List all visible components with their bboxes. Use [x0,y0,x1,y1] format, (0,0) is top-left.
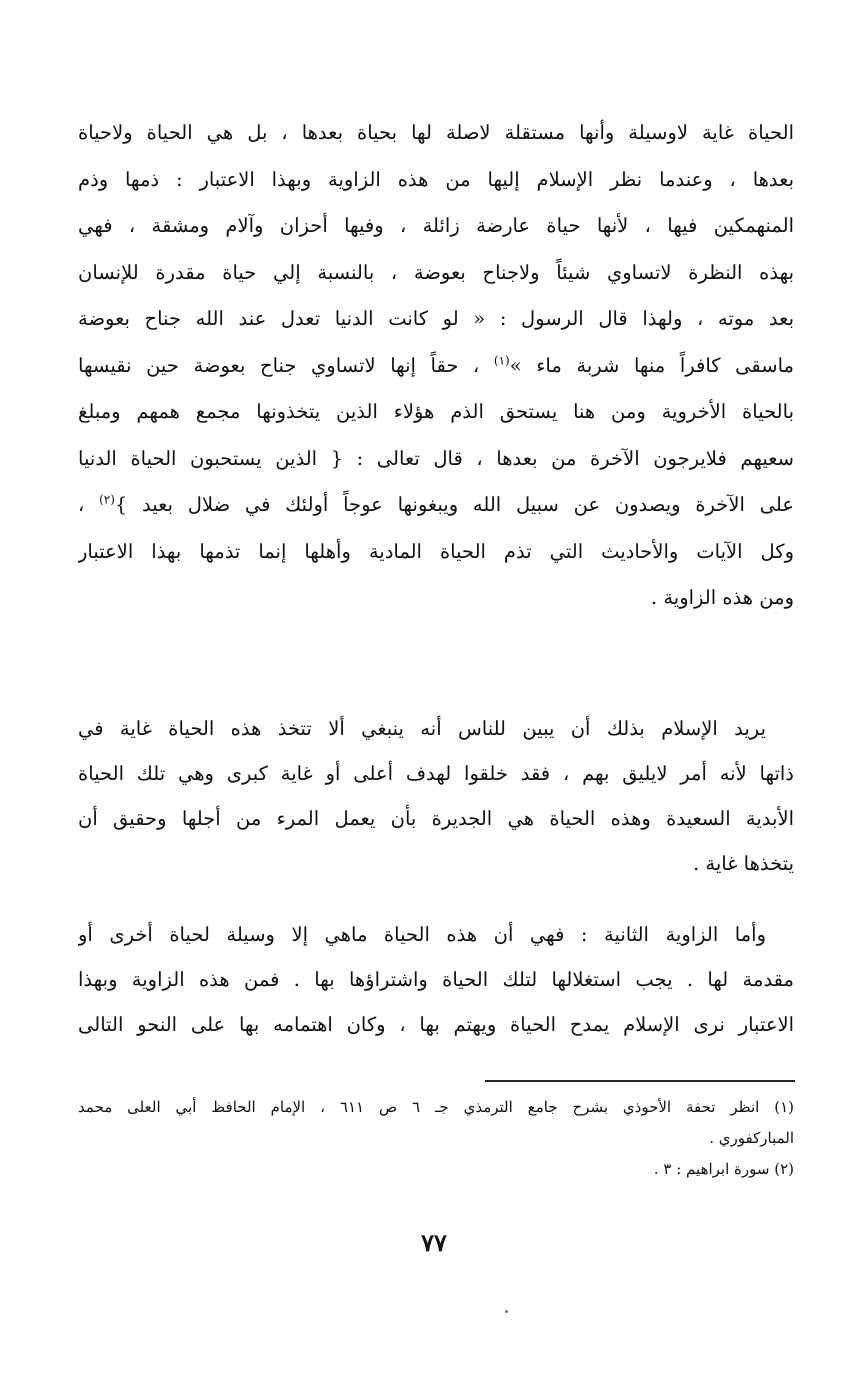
text-segment: ، [78,493,100,516]
footnotes [78,1092,794,1185]
text-segment: على الآخرة ويصدون عن سبيل الله ويبغونها عوجاً أولئك في ضلال بعيد } [114,493,794,516]
text-line: بهذه النظرة لاتساوي شيئاً ولاجناح بعوضة ، بالنسبة إلي حياة مقدرة للإنسان [78,260,794,284]
text-segment: ماسقى كافراً منها شربة ماء » [509,353,794,377]
text-line: يريد الإسلام بذلك أن يبين للناس أنه ينبغي ألا تتخذ هذه الحياة غاية في [78,717,766,740]
text-line: الحياة غاية لاوسيلة وأنها مستقلة لاصلة لها بحياة بعدها ، بل هي الحياة ولاحياة [78,121,794,144]
text-line: الاعتبار نرى الإسلام يمدح الحياة ويهتم بها ، وكان اهتمامه بها على النحو التالى [78,1013,794,1036]
footnote-reference-2: (٢) [99,492,115,507]
text-line: يتخذها غاية . [693,852,794,875]
paragraph-3 [78,912,794,1047]
text-line: ذاتها لأنه أمر لايليق بهم ، فقد خلقوا لهدف أعلى أو غاية كبرى وهي تلك الحياة [78,762,794,785]
text-line: ومن هذه الزاوية . [650,586,794,609]
paragraph-1 [78,110,794,622]
text-line [78,343,794,390]
text-line: بعد موته ، ولهذا قال الرسول : « لو كانت الدنيا تعدل عند الله جناح بعوضة [78,307,794,330]
text-line: وكل الآيات والأحاديث التي تذم الحياة المادية وأهلها إنما تذمها بهذا الاعتبار [78,539,794,563]
scan-speck [505,1310,508,1313]
text-line: مقدمة لها . يجب استغلالها لتلك الحياة واشتراؤها بها . فمن هذه الزاوية وبهذا [78,968,794,991]
footnote-1-continued: المباركفوري . [709,1129,794,1147]
footnote-1: (١) انظر تحفة الأحوذي بشرح جامع الترمذي جـ ٦ ص ٦١١ ، الإمام الحافظ أبي العلى محمد [78,1098,794,1116]
text-line [78,482,794,529]
text-line: المنهمكين فيها ، لأنها حياة عارضة زائلة ، وفيها أحزان وآلام ومشقة ، فهي [78,214,794,237]
paragraph-2 [78,706,794,886]
footnote-2: (٢) سورة ابراهيم : ٣ . [653,1160,794,1178]
page-number: ٧٧ [421,1228,447,1257]
text-segment: ، حقاً إنها لاتساوي جناح بعوضة حين نقيسها [78,353,494,377]
text-line: بعدها ، وعندما نظر الإسلام إليها من هذه الزاوية وبهذا الاعتبار : ذمها وذم [78,167,794,191]
text-line: الأبدية السعيدة وهذه الحياة هي الجديرة بأن يعمل المرء من أجلها وحقيق أن [78,807,794,830]
footnote-reference-1: (١) [493,353,510,367]
text-line: سعيهم فلايرجون الآخرة من بعدها ، قال تعالى : { الذين يستحبون الحياة الدنيا [78,446,794,470]
text-line: وأما الزاوية الثانية : فهي أن هذه الحياة ماهي إلا وسيلة لحياة أخرى أو [78,923,766,946]
text-line: بالحياة الأخروية ومن هنا يستحق الذم هؤلاء الذين يتخذونها مجمع همهم ومبلغ [78,400,794,423]
footnote-divider [485,1080,795,1082]
